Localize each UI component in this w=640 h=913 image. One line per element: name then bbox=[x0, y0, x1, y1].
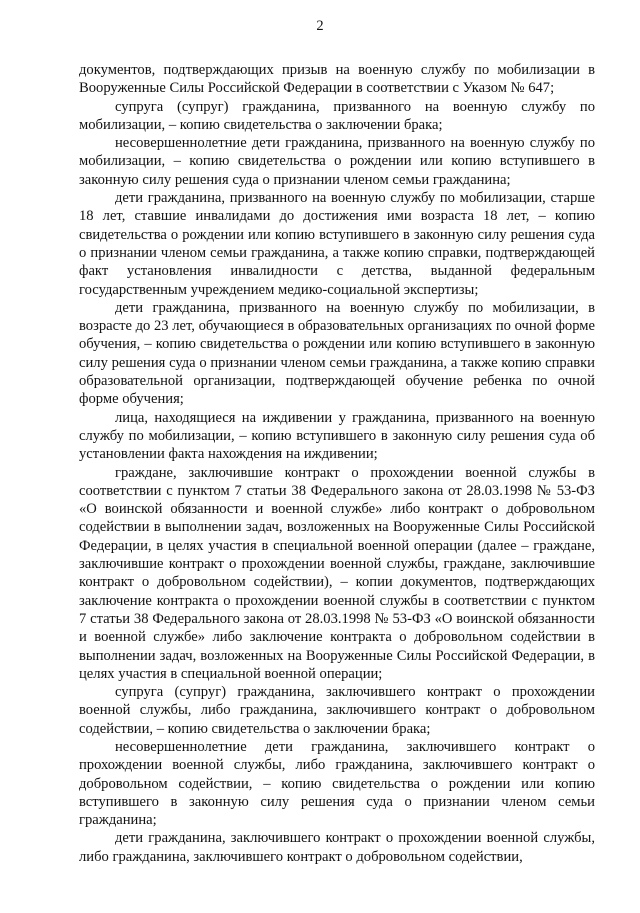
paragraph-disabled-children-mobilized: дети гражданина, призванного на военную службу по мобилизации, старше 18 лет, ставшие инвалидами до достижения ими возраста 18 лет, – копию свидетельства о рождении или копию вступившего в законную силу решения суда о признании членом семьи гражданина, а также копию справки, подтверждающей факт установления инвалидности с детства, выданной федеральным государственным учреждением медико-социальной экспертизы; bbox=[79, 190, 595, 298]
paragraph-children-contract: дети гражданина, заключившего контракт о прохождении военной службы, либо гражданина, заключившего контракт о добровольном содействии, bbox=[79, 830, 595, 865]
document-body bbox=[79, 61, 595, 866]
paragraph-minor-children-contract: несовершеннолетние дети гражданина, заключившего контракт о прохождении военной службы, либо гражданина, заключившего контракт о добровольном содействии, – копию свидетельства о рождении или копию вступившего в законную силу решения суда о признании членом семьи гражданина; bbox=[79, 738, 595, 829]
paragraph-continuation: документов, подтверждающих призыв на военную службу по мобилизации в Вооруженные Силы Российской Федерации в соответствии с Указом № 647; bbox=[79, 62, 595, 97]
paragraph-minor-children-mobilized: несовершеннолетние дети гражданина, призванного на военную службу по мобилизации, – копию свидетельства о рождении или копию вступившего в законную силу решения суда о признании членом семьи гражданина; bbox=[79, 135, 595, 188]
paragraph-spouse-contract: супруга (супруг) гражданина, заключившего контракт о прохождении военной службы, либо гражданина, заключившего контракт о добровольном содействии, – копию свидетельства о заключении брака; bbox=[79, 684, 595, 737]
paragraph-contract-citizens: граждане, заключившие контракт о прохождении военной службы в соответствии с пунктом 7 статьи 38 Федерального закона от 28.03.1998 № 53-ФЗ «О воинской обязанности и военной службе» либо контракт о добровольном содействии в выполнении задач, возложенных на Вооруженные Силы Российской Федерации, в целях участия в специальной военной операции (далее – граждане, заключившие контракт о прохождении военной службы, граждане, заключившие контракт о добровольном содействии), – копии документов, подтверждающих заключение контракта о прохождении военной службы в соответствии с пунктом 7 статьи 38 Федерального закона от 28.03.1998 № 53-ФЗ «О воинской обязанности и военной службе» либо заключение контракта о добровольном содействии в выполнении задач, возложенных на Вооруженные Силы Российской Федерации, в целях участия в специальной военной операции; bbox=[79, 464, 595, 682]
paragraph-dependents-mobilized: лица, находящиеся на иждивении у гражданина, призванного на военную службу по мобилизации, – копию вступившего в законную силу решения суда об установлении факта нахождения на иждивении; bbox=[79, 409, 595, 463]
page-number: 2 bbox=[316, 18, 324, 34]
paragraph-student-children-mobilized: дети гражданина, призванного на военную службу по мобилизации, в возрасте до 23 лет, обучающиеся в образовательных организациях по очной форме обучения, – копию свидетельства о рождении или копию вступившего в законную силу решения суда о признании членом семьи гражданина, а также копию справки образовательной организации, подтверждающей обучение ребенка по очной форме обучения; bbox=[79, 299, 595, 408]
paragraph-spouse-mobilized: супруга (супруг) гражданина, призванного на военную службу по мобилизации, – копию свидетельства о заключении брака; bbox=[79, 98, 595, 133]
